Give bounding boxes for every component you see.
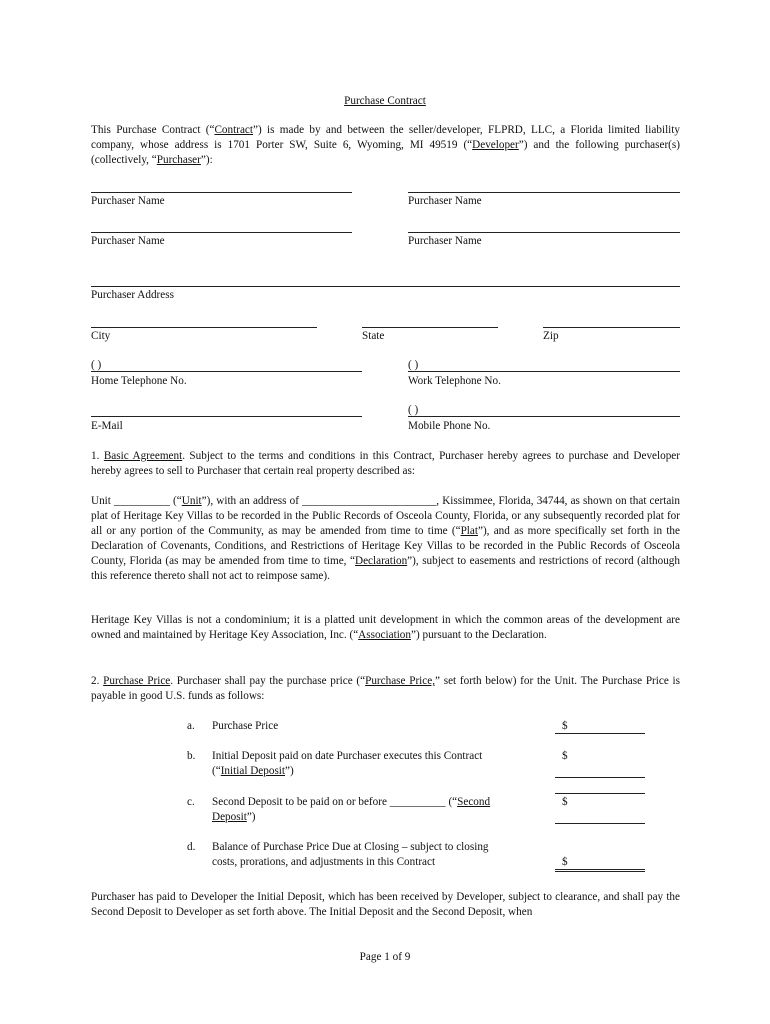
city-label: City (91, 330, 111, 342)
item-c-text-line-1 (212, 795, 490, 810)
section-1-heading: Basic Agreement (103, 450, 183, 462)
state-label: State (362, 330, 385, 342)
item-d-label: d. (187, 841, 196, 853)
item-c-text-2-post: ”) (246, 811, 256, 823)
defined-term-declaration: Declaration (354, 555, 408, 567)
item-c-dollar: $ (562, 796, 568, 808)
mobile-phone-area-code: ( ) (408, 404, 419, 416)
section-2-number: 2. (91, 675, 100, 687)
unit-paragraph (91, 494, 680, 584)
defined-term-purchaser: Purchaser (156, 154, 201, 166)
home-phone-field[interactable] (91, 371, 362, 372)
section-1-number: 1. (91, 450, 100, 462)
defined-term-unit: Unit (181, 495, 202, 507)
home-phone-area-code: ( ) (91, 359, 102, 371)
mobile-phone-label: Mobile Phone No. (408, 420, 491, 432)
unit-text-3: ”), and as more specifically set forth in the Declaration of Covenants, Conditions, and Restrictions of Heritage Key Villas to be recorded in the Public Records of Osceola County, Florida (as may be amended from time to time, “ (91, 525, 680, 567)
item-b-text-line-2 (212, 764, 294, 779)
defined-term-second: Second (457, 796, 491, 808)
item-c-text-1-pre: Second Deposit to be paid on or before __________ (“ (212, 796, 458, 808)
page-number: Page 1 of 9 (359, 951, 411, 963)
heritage-text-2: ”) pursuant to the Declaration. (411, 629, 547, 641)
defined-term-contract: Contract (214, 124, 253, 136)
purchaser-name-2-label: Purchaser Name (408, 195, 482, 207)
item-c-text-line-2 (212, 810, 256, 825)
intro-text-2: ”) is made by and between the seller/developer, FLPRD, LLC, a Florida limited liability company, whose address is 1701 Porter SW, Suite 6, Wyoming, MI 49519 (“ (91, 124, 680, 151)
defined-term-deposit: Deposit (212, 811, 247, 823)
balance-due-field[interactable] (555, 869, 645, 872)
section-2-heading: Purchase Price (103, 675, 171, 687)
section-2-text-1: . Purchaser shall pay the purchase price (“ (170, 675, 366, 687)
purchaser-name-4-label: Purchaser Name (408, 235, 482, 247)
item-d-text-line-2: costs, prorations, and adjustments in this Contract (212, 856, 436, 868)
second-deposit-field[interactable] (555, 823, 645, 824)
item-d-text-line-1: Balance of Purchase Price Due at Closing – subject to closing (212, 841, 489, 853)
section-1-basic-agreement (91, 449, 680, 479)
item-c-top-rule (555, 793, 645, 794)
item-b-text-2-pre: (“ (212, 765, 221, 777)
item-a-text: Purchase Price (212, 720, 279, 732)
email-field[interactable] (91, 416, 362, 417)
unit-text-2: ”), with an address of ________________________, Kissimmee, Florida, 34744, as shown on that certain plat of Heritage Key Villas to be recorded in the Public Records of Osceola County, Florida, or any subsequently recorded plat for all or any portion of the Community, as may be amended from time to time (“ (91, 495, 680, 537)
defined-term-initial-deposit: Initial Deposit (220, 765, 286, 777)
zip-label: Zip (543, 330, 559, 342)
intro-text-4: ”): (200, 154, 213, 166)
state-field[interactable] (362, 327, 498, 328)
work-phone-area-code: ( ) (408, 359, 419, 371)
item-b-text-1: Initial Deposit paid on date Purchaser executes this Contract (212, 750, 483, 762)
defined-term-purchase-price: Purchase Price, (365, 675, 436, 687)
item-d-dollar: $ (562, 856, 568, 868)
defined-term-plat: Plat (460, 525, 478, 537)
purchaser-name-3-field[interactable] (91, 232, 352, 233)
purchaser-name-4-field[interactable] (408, 232, 680, 233)
city-field[interactable] (91, 327, 317, 328)
home-phone-label: Home Telephone No. (91, 375, 187, 387)
purchase-price-field[interactable] (555, 733, 645, 734)
unit-text-4: ”), subject to easements and restrictions of record (although this reference thereto shall not act to reimpose same). (91, 555, 680, 582)
intro-text-1: This Purchase Contract (“ (91, 124, 215, 136)
item-b-dollar: $ (562, 750, 568, 762)
defined-term-developer: Developer (472, 139, 519, 151)
item-b-text-line-1 (212, 749, 549, 764)
item-b-text-2-post: ”) (285, 765, 294, 777)
work-phone-label: Work Telephone No. (408, 375, 501, 387)
intro-text-3: ”) and the following purchaser(s) (collectively, “ (91, 139, 680, 166)
mobile-phone-field[interactable] (408, 416, 680, 417)
initial-deposit-field[interactable] (555, 777, 645, 778)
work-phone-field[interactable] (408, 371, 680, 372)
zip-field[interactable] (543, 327, 680, 328)
email-label: E-Mail (91, 420, 123, 432)
item-a-label: a. (187, 720, 195, 732)
section-2-purchase-price (91, 674, 680, 704)
intro-paragraph (91, 123, 680, 168)
purchaser-name-3-label: Purchaser Name (91, 235, 165, 247)
unit-text-1: Unit __________ (“ (91, 495, 182, 507)
item-b-label: b. (187, 750, 196, 762)
purchaser-name-1-field[interactable] (91, 192, 352, 193)
heritage-text-1: Heritage Key Villas is not a condominium; it is a platted unit development in which the common areas of the development are owned and maintained by Heritage Key Association, Inc. (“ (91, 614, 680, 641)
item-a-dollar: $ (562, 720, 568, 732)
purchaser-address-field[interactable] (91, 286, 680, 287)
item-c-label: c. (187, 796, 195, 808)
section-1-text: . Subject to the terms and conditions in this Contract, Purchaser hereby agrees to purchase and Developer hereby agrees to sell to Purchaser that certain real property described as: (91, 450, 680, 477)
purchaser-name-1-label: Purchaser Name (91, 195, 165, 207)
purchaser-name-2-field[interactable] (408, 192, 680, 193)
page-title: Purchase Contract (344, 95, 426, 107)
closing-paragraph: Purchaser has paid to Developer the Initial Deposit, which has been received by Developer, subject to clearance, and shall pay the Second Deposit to Developer as set forth above. The Initial Deposit and the Second Deposit, when (91, 891, 680, 918)
purchaser-address-label: Purchaser Address (91, 289, 174, 301)
section-2-text-2: ” set forth below) for the Unit. The Purchase Price is payable in good U.S. funds as follows: (91, 675, 681, 702)
heritage-paragraph (91, 613, 680, 643)
defined-term-association: Association (358, 629, 411, 641)
